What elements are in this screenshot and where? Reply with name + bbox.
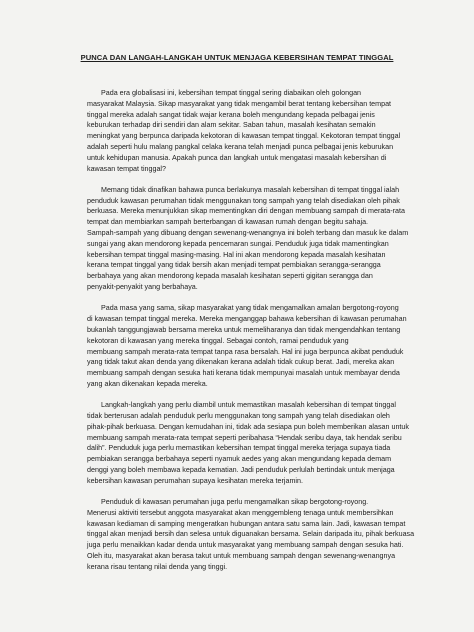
paragraph-line: yang akan dikenakan kepada mereka. (87, 379, 208, 388)
paragraph-line: kekotoran di kawasan yang mereka tinggal. Sebagai contoh, ramai penduduk yang (87, 336, 349, 345)
paragraph-line: kerana tempat tinggal yang tidak bersih akan menjadi tempat pembiakan serangga-serangga (87, 261, 381, 270)
paragraph-line: tempat dan membiarkan sampah berterbangan di kawasan rumah dengan begitu sahaja. (87, 218, 369, 227)
paragraph (87, 303, 407, 389)
paragraph-line: masyarakat Malaysia. Sikap masyarakat yang tidak mengambil berat tentang kebersihan tempat (87, 99, 392, 108)
paragraph (87, 497, 415, 573)
paragraph-line: tidak berterusan adalah penduduk perlu menggunakan tong sampah yang telah disediakan oleh (87, 412, 390, 421)
paragraph-line: di kawasan tempat tinggal mereka. Mereka menganggap bahawa kebersihan di kawasan perumahan (87, 315, 407, 324)
paragraph-line: dalih”. Penduduk juga perlu memastikan kebersihan tempat tinggal mereka terjaga supaya tiada (87, 444, 391, 453)
paragraph-line: Memang tidak dinafikan bahawa punca berlakunya masalah kebersihan di tempat tinggal ialah (101, 185, 400, 194)
paragraph (87, 88, 399, 174)
paragraph-line: kebersihan tempat tinggal masing-masing. Hal ini akan mendorong kepada masalah kesihatan (87, 250, 386, 259)
paragraph-line: adalah seperti hulu malang pangkal celaka kerana telah menjadi punca pelbagai jenis keburukan (87, 142, 394, 151)
paragraph-line: membuang sampah dengan sesuka hati kerana tidak mempunyai masalah untuk membayar denda (87, 369, 400, 378)
paragraph-line: berbahaya yang akan mendorong kepada masalah kesihatan seperti gigitan serangga dan (87, 272, 373, 281)
paragraph-line: kawasan tempat tinggal? (87, 164, 166, 173)
paragraph-line: denggi yang boleh membawa kepada kematian. Jadi penduduk perlulah bertindak untuk menjaga (87, 466, 395, 474)
paragraph-line: penyakit-penyakit yang berbahaya. (87, 283, 198, 292)
paragraph (87, 185, 409, 293)
paragraph-line: bukanlah tanggungjawab bersama mereka untuk memeliharanya dan tidak mengendahkan tentang (87, 325, 401, 334)
paragraph-line: tinggal akan menjadi bersih dan selesa untuk diguanakan bersama. Selain daripada itu, pihak berkuasa (87, 530, 415, 539)
paragraph-line: membuang sampah merata-rata tempat tanpa rasa bersalah. Hal ini juga berpunca akibat penduduk (87, 347, 404, 356)
paragraph-line: pembiakan serangga berbahaya seperti nyamuk aedes yang akan mengundang kepada demam (87, 455, 392, 464)
document-title: PUNCA DAN LANGAH-LANGKAH UNTUK MENJAGA KEBERSIHAN TEMPAT TINGGAL (80, 53, 394, 62)
paragraph-line: pihak-pihak berkuasa. Dengan kemudahan ini, tidak ada sesiapa pun boleh memberikan alasan untuk (87, 422, 409, 431)
paragraph-line: kerana risau tentang nilai denda yang tinggi. (87, 562, 228, 571)
paragraph-line: Pada era globalisasi ini, kebersihan tempat tinggal sering diabaikan oleh golongan (101, 89, 362, 97)
paragraph-line: membuang sampah merata-rata tempat seperti peribahasa “Hendak seribu daya, tak hendak seribu (87, 433, 402, 442)
paragraph-line: keburukan terhadap diri sendiri dan alam sekitar. Saban tahun, masalah kesihatan semakin (87, 121, 376, 130)
paragraph-line: berkuasa. Mereka menunjukkan sikap mementingkan diri dengan membuang sampah di merata-rata (87, 207, 405, 216)
paragraph-line: meningkat yang berpunca daripada kekotoran di kawasan tempat tinggal. Kekotoran tempat tinggal (87, 132, 401, 141)
paragraph-line: kawasan kediaman di samping mengeratkan hubungan antara satu sama lain. Jadi, kawasan tempat (87, 519, 406, 528)
paragraph-line: Penduduk di kawasan perumahan juga perlu mengamalkan sikap bergotong-royong. (101, 498, 369, 507)
paragraph-line: tinggal mereka adalah sangat tidak wajar kerana boleh mengundang kepada pelbagai jenis (87, 110, 375, 119)
paragraph-line: Pada masa yang sama, sikap masyarakat yang tidak mengamalkan amalan bergotong-royong (101, 304, 399, 313)
paragraph-line: yang tidak takut akan denda yang dikenakan kerana adalah tidak cukup berat. Jadi, mereka akan (87, 358, 395, 367)
paragraph-line: penduduk kawasan perumahan tidak menggunakan tong sampah yang telah disediakan oleh pihak (87, 196, 400, 205)
paragraph-line: Langkah-langkah yang perlu diambil untuk memastikan masalah kebersihan di tempat tinggal (101, 401, 396, 410)
paragraph-line: sungai yang akan mendorong kepada pencemaran sungai. Penduduk juga tidak mamentingkan (87, 239, 389, 248)
paragraph (87, 400, 409, 486)
paragraph-line: Sampah-sampah yang dibuang dengan sewenang-wenangnya ini boleh terbang dan masuk ke dalam (87, 229, 409, 238)
paragraph-line: kebersihan kawasan perumahan supaya kesihatan mereka terjamin. (87, 476, 303, 485)
paragraph-line: untuk kehidupan manusia. Apakah punca dan langkah untuk mengatasi masalah kebersihan di (87, 153, 387, 162)
paragraph-line: Menerusi aktiviti tersebut anggota masyarakat akan menggembleng tenaga untuk membersihkan (87, 508, 394, 517)
paragraph-line: Oleh itu, masyarakat akan berasa takut untuk membuang sampah dengan sewenang-wenangnya (87, 552, 396, 561)
paragraph-line: juga perlu menaikkan kadar denda untuk masyarakat yang membuang sampah dengan sesuka hati. (87, 541, 404, 550)
document-body (87, 88, 415, 583)
